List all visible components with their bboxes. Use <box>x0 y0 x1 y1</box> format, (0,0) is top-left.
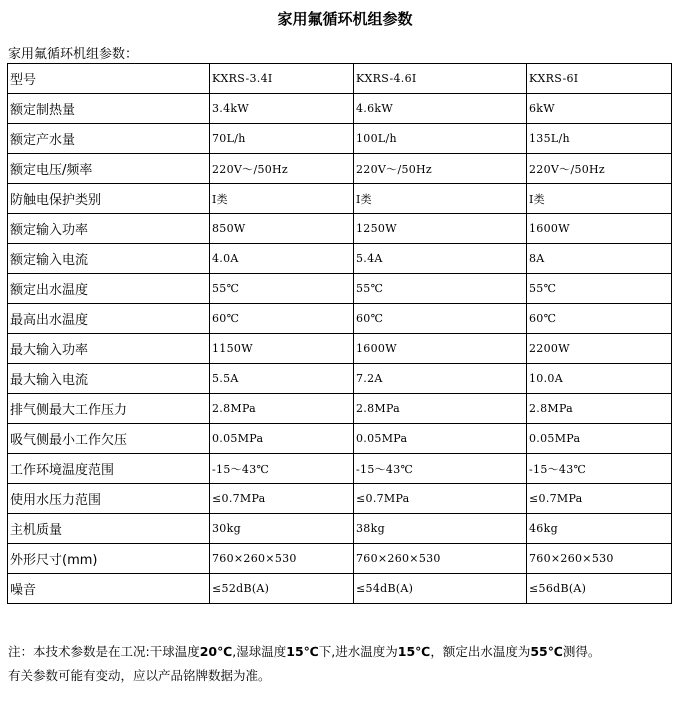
table-cell: ≤0.7MPa <box>354 484 527 514</box>
table-row <box>8 184 672 214</box>
table-cell: 55℃ <box>527 274 672 304</box>
spec-table <box>7 63 672 604</box>
table-cell: KXRS-6Ⅰ <box>527 64 672 94</box>
table-cell: 38kg <box>354 514 527 544</box>
table-cell: 100L/h <box>354 124 527 154</box>
table-cell: I类 <box>354 184 527 214</box>
note-wet-bulb-temp: 15℃ <box>286 644 319 659</box>
note-text-1: 注：本技术参数是在工况:干球温度 <box>8 644 200 659</box>
table-cell: 55℃ <box>210 274 354 304</box>
row-label: 额定制热量 <box>8 94 210 124</box>
table-cell: 1150W <box>210 334 354 364</box>
footnote-line-2: 有关参数可能有变动，应以产品铭牌数据为准。 <box>8 668 271 683</box>
table-cell: 4.6kW <box>354 94 527 124</box>
table-cell: 2.8MPa <box>210 394 354 424</box>
page-title: 家用氟循环机组参数 <box>277 10 413 28</box>
table-cell: 2.8MPa <box>527 394 672 424</box>
table-row <box>8 334 672 364</box>
table-row <box>8 64 672 94</box>
table-cell: -15～43℃ <box>527 454 672 484</box>
footnote <box>8 640 683 688</box>
table-row <box>8 274 672 304</box>
footnote-line-1 <box>8 640 683 664</box>
table-cell: ≤56dB(A) <box>527 574 672 604</box>
row-label: 工作环境温度范围 <box>8 454 210 484</box>
table-cell: 1600W <box>527 214 672 244</box>
table-cell: I类 <box>210 184 354 214</box>
table-cell: 8A <box>527 244 672 274</box>
table-cell: 4.0A <box>210 244 354 274</box>
table-row <box>8 574 672 604</box>
table-row <box>8 94 672 124</box>
row-label: 额定输入电流 <box>8 244 210 274</box>
table-cell: -15～43℃ <box>354 454 527 484</box>
row-label: 排气侧最大工作压力 <box>8 394 210 424</box>
table-cell: 5.4A <box>354 244 527 274</box>
table-cell: 46kg <box>527 514 672 544</box>
table-cell: 2200W <box>527 334 672 364</box>
table-cell: 6kW <box>527 94 672 124</box>
row-label: 外形尺寸(mm) <box>8 544 210 574</box>
table-cell: 1250W <box>354 214 527 244</box>
table-cell: 60℃ <box>354 304 527 334</box>
table-cell: 30kg <box>210 514 354 544</box>
table-row <box>8 214 672 244</box>
table-row <box>8 394 672 424</box>
row-label: 最大输入电流 <box>8 364 210 394</box>
table-cell: 0.05MPa <box>354 424 527 454</box>
table-cell: 60℃ <box>527 304 672 334</box>
note-text-3: 下,进水温度为 <box>318 644 398 659</box>
note-dry-bulb-temp: 20℃ <box>199 644 233 659</box>
row-label: 最高出水温度 <box>8 304 210 334</box>
row-label: 额定电压/频率 <box>8 154 210 184</box>
table-cell: ≤54dB(A) <box>354 574 527 604</box>
table-cell: 760×260×530 <box>527 544 672 574</box>
table-cell: 60℃ <box>210 304 354 334</box>
note-text-5: 测得。 <box>562 644 601 659</box>
table-cell: ≤0.7MPa <box>210 484 354 514</box>
row-label: 噪音 <box>8 574 210 604</box>
table-cell: 0.05MPa <box>527 424 672 454</box>
table-cell: 5.5A <box>210 364 354 394</box>
table-row <box>8 154 672 184</box>
table-row <box>8 544 672 574</box>
table-cell: 220V～/50Hz <box>527 154 672 184</box>
row-label: 型号 <box>8 64 210 94</box>
table-cell: 7.2A <box>354 364 527 394</box>
table-row <box>8 424 672 454</box>
table-cell: 850W <box>210 214 354 244</box>
row-label: 防触电保护类别 <box>8 184 210 214</box>
note-outlet-temp: 55℃ <box>530 644 563 659</box>
table-cell: 760×260×530 <box>210 544 354 574</box>
note-text-2: ,湿球温度 <box>232 644 287 659</box>
note-text-4: ，额定出水温度为 <box>430 644 531 659</box>
table-row <box>8 514 672 544</box>
table-cell: 1600W <box>354 334 527 364</box>
row-label: 额定输入功率 <box>8 214 210 244</box>
table-row <box>8 364 672 394</box>
table-cell: 0.05MPa <box>210 424 354 454</box>
row-label: 主机质量 <box>8 514 210 544</box>
spec-table-body <box>8 64 672 604</box>
table-cell: 760×260×530 <box>354 544 527 574</box>
table-row <box>8 484 672 514</box>
table-cell: 2.8MPa <box>354 394 527 424</box>
table-cell: KXRS-3.4Ⅰ <box>210 64 354 94</box>
table-cell: ≤0.7MPa <box>527 484 672 514</box>
table-row <box>8 124 672 154</box>
table-cell: 135L/h <box>527 124 672 154</box>
table-row <box>8 244 672 274</box>
table-cell: -15～43℃ <box>210 454 354 484</box>
table-row <box>8 304 672 334</box>
table-cell: 55℃ <box>354 274 527 304</box>
table-cell: ≤52dB(A) <box>210 574 354 604</box>
table-row <box>8 454 672 484</box>
row-label: 额定产水量 <box>8 124 210 154</box>
table-cell: 220V～/50Hz <box>354 154 527 184</box>
table-cell: 10.0A <box>527 364 672 394</box>
intro-text: 家用氟循环机组参数： <box>8 47 139 62</box>
row-label: 吸气侧最小工作欠压 <box>8 424 210 454</box>
table-cell: 3.4kW <box>210 94 354 124</box>
row-label: 额定出水温度 <box>8 274 210 304</box>
row-label: 最大输入功率 <box>8 334 210 364</box>
table-cell: KXRS-4.6Ⅰ <box>354 64 527 94</box>
table-cell: 70L/h <box>210 124 354 154</box>
row-label: 使用水压力范围 <box>8 484 210 514</box>
table-cell: I类 <box>527 184 672 214</box>
table-cell: 220V～/50Hz <box>210 154 354 184</box>
note-inlet-temp: 15℃ <box>397 644 431 659</box>
